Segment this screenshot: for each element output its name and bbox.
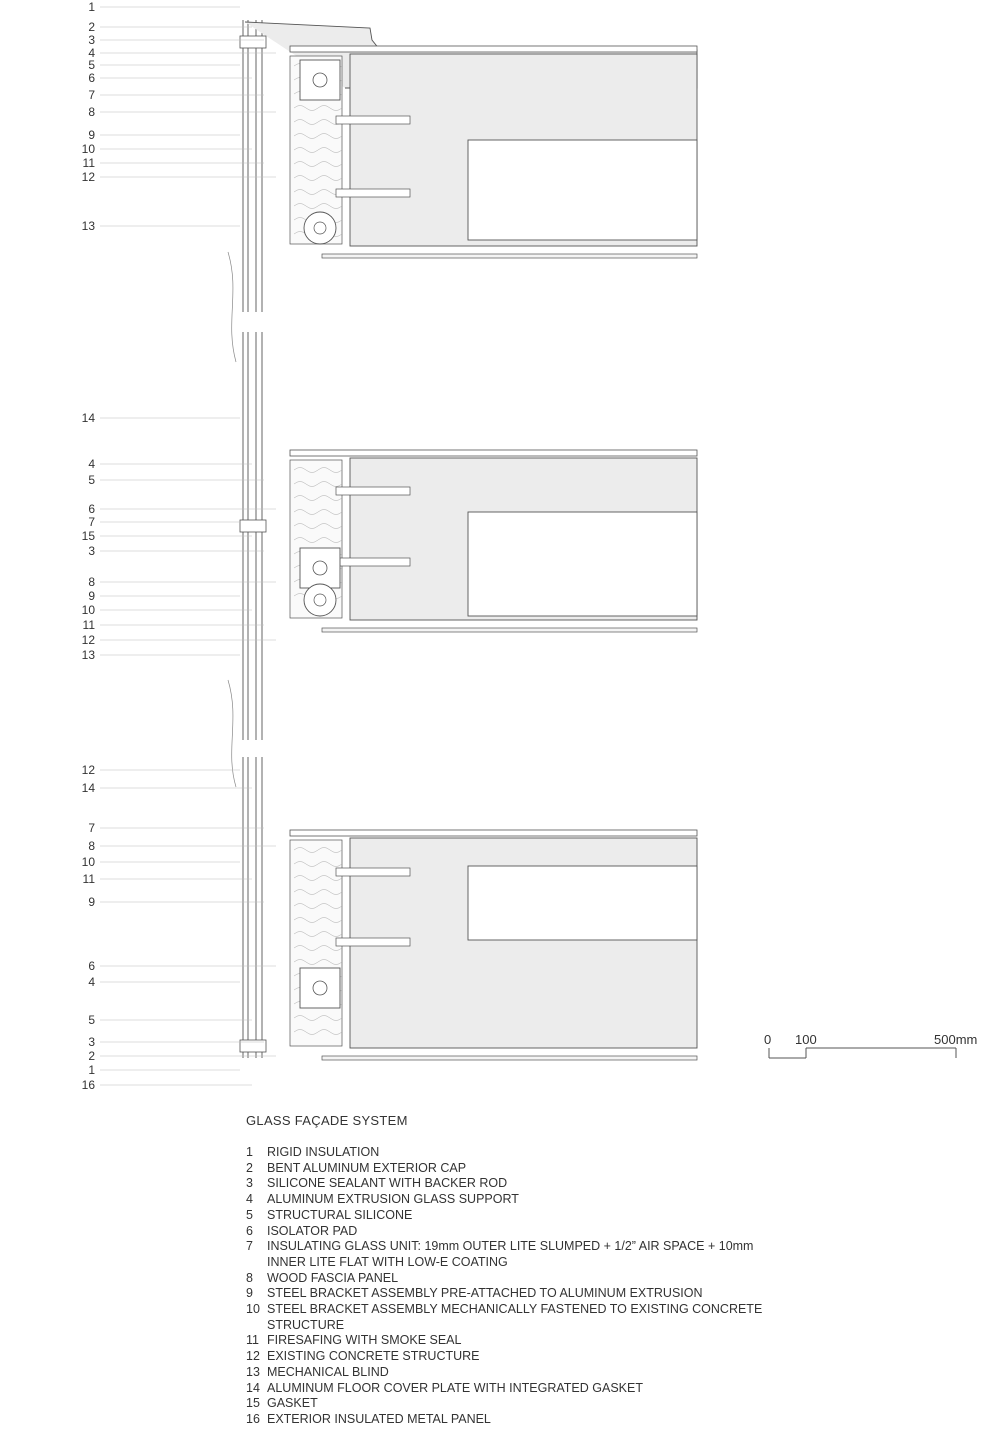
- slab-void: [468, 512, 697, 616]
- callout-number: 1: [88, 1063, 95, 1077]
- callout-number: 4: [88, 46, 95, 60]
- legend-item: [246, 1224, 766, 1240]
- legend-item-number: 8: [246, 1270, 253, 1285]
- callout-number: 5: [88, 1013, 95, 1027]
- callout-number: 9: [88, 128, 95, 142]
- floor-cover-plate: [290, 46, 697, 52]
- callout-number: 10: [81, 142, 95, 156]
- scale-bar: [769, 1048, 956, 1058]
- mechanical-blind: [304, 212, 336, 244]
- aluminum-glass-support: [240, 520, 266, 532]
- steel-bracket: [300, 968, 340, 1008]
- section-details: [228, 20, 697, 1060]
- slab-void: [468, 140, 697, 240]
- legend-item-text: ALUMINUM EXTRUSION GLASS SUPPORT: [267, 1192, 519, 1207]
- legend-item-number: 14: [246, 1380, 260, 1395]
- legend-item: [246, 1302, 766, 1333]
- legend-item-text: ALUMINUM FLOOR COVER PLATE WITH INTEGRATED GASKET: [267, 1380, 643, 1395]
- aluminum-glass-support: [240, 36, 266, 48]
- callout-number: 7: [88, 88, 95, 102]
- legend-item-number: 2: [246, 1160, 253, 1175]
- anchor-bolt: [336, 487, 410, 495]
- anchor-bolt: [336, 558, 410, 566]
- anchor-bolt: [336, 116, 410, 124]
- steel-bracket: [300, 60, 340, 100]
- callout-number: 8: [88, 105, 95, 119]
- legend-item-number: 15: [246, 1396, 260, 1411]
- legend-item: [246, 1145, 766, 1161]
- legend-item-number: 3: [246, 1176, 253, 1191]
- legend-item: [246, 1208, 766, 1224]
- legend-item-number: 13: [246, 1364, 260, 1379]
- legend-item: [246, 1333, 766, 1349]
- callout-number: 14: [81, 411, 95, 425]
- callout-number: 12: [81, 633, 95, 647]
- legend-list: [246, 1145, 766, 1428]
- callout-number: 4: [88, 457, 95, 471]
- callout-number: 7: [88, 821, 95, 835]
- scale-label-500mm: 500mm: [934, 1032, 978, 1047]
- callout-number: 5: [88, 58, 95, 72]
- floor-cover-plate: [290, 450, 697, 456]
- legend-item-text: RIGID INSULATION: [267, 1145, 380, 1159]
- legend-item: [246, 1192, 766, 1208]
- legend-item: [246, 1349, 766, 1365]
- callout-number: 16: [81, 1078, 95, 1092]
- callout-number: 10: [81, 603, 95, 617]
- callout-number: 7: [88, 515, 95, 529]
- legend-item-number: 4: [246, 1192, 253, 1207]
- slab-void: [468, 866, 697, 940]
- callout-number: 9: [88, 895, 95, 909]
- callout-number: 6: [88, 959, 95, 973]
- callout-number: 11: [82, 156, 95, 170]
- legend-item-number: 12: [246, 1349, 260, 1364]
- callout-number: 5: [88, 473, 95, 487]
- legend-item-text: ISOLATOR PAD: [267, 1223, 358, 1238]
- scale-label-zero: 0: [764, 1032, 772, 1047]
- anchor-bolt: [336, 189, 410, 197]
- legend-item-text: STRUCTURAL SILICONE: [267, 1207, 413, 1222]
- callout-number: 13: [81, 219, 95, 233]
- callout-number: 10: [81, 855, 95, 869]
- callout-number: 11: [82, 872, 95, 886]
- legend-item-text: STEEL BRACKET ASSEMBLY PRE-ATTACHED TO ALUMINUM EXTRUSION: [267, 1286, 703, 1301]
- callout-number: 1: [88, 0, 95, 14]
- legend-item: [246, 1381, 766, 1397]
- legend-item-number: 5: [246, 1207, 253, 1222]
- steel-bracket: [300, 548, 340, 588]
- callout-number: 11: [82, 618, 95, 632]
- legend-item-number: 11: [246, 1333, 259, 1348]
- callout-number: 6: [88, 502, 95, 516]
- ceiling-panel: [322, 628, 697, 632]
- legend-item-text: BENT ALUMINUM EXTERIOR CAP: [267, 1160, 467, 1175]
- break-line: [228, 680, 236, 787]
- scale-label-100: 100: [795, 1032, 817, 1047]
- legend-item-number: 1: [246, 1145, 253, 1159]
- legend-item-number: 7: [246, 1239, 253, 1254]
- legend-item: [246, 1271, 766, 1287]
- callout-number: 2: [88, 1049, 95, 1063]
- callout-number: 9: [88, 589, 95, 603]
- legend-item: [246, 1176, 766, 1192]
- callout-number: 15: [81, 529, 95, 543]
- legend-item-text: EXISTING CONCRETE STRUCTURE: [267, 1349, 480, 1364]
- anchor-bolt: [336, 868, 410, 876]
- floor-cover-plate: [290, 830, 697, 836]
- legend-item: [246, 1161, 766, 1177]
- ceiling-panel: [322, 254, 697, 258]
- legend-item: [246, 1239, 766, 1270]
- legend-item: [246, 1396, 766, 1412]
- legend-item: [246, 1412, 766, 1428]
- callout-number: 3: [88, 544, 95, 558]
- legend-item-text: GASKET: [267, 1396, 318, 1411]
- legend-item-number: 10: [246, 1302, 260, 1317]
- legend-title: GLASS FAÇADE SYSTEM: [246, 1113, 408, 1128]
- callout-number: 13: [81, 648, 95, 662]
- callout-number: 3: [88, 33, 95, 47]
- anchor-bolt: [336, 938, 410, 946]
- callout-number: 4: [88, 975, 95, 989]
- callout-number: 12: [81, 763, 95, 777]
- callout-labels: [82, 0, 276, 1092]
- legend-item-text: INSULATING GLASS UNIT: 19mm OUTER LITE SLUMPED + 1/2” AIR SPACE + 10mm INNER LITE FLAT WITH LOW-E COATING: [267, 1239, 754, 1269]
- insulation-zone: [290, 840, 342, 1046]
- callout-number: 14: [81, 781, 95, 795]
- legend-item-text: SILICONE SEALANT WITH BACKER ROD: [267, 1176, 508, 1191]
- legend-item: [246, 1365, 766, 1381]
- legend-item-text: WOOD FASCIA PANEL: [267, 1270, 399, 1285]
- legend-item-text: FIRESAFING WITH SMOKE SEAL: [267, 1333, 462, 1348]
- legend-item-text: STEEL BRACKET ASSEMBLY MECHANICALLY FASTENED TO EXISTING CONCRETE STRUCTURE: [267, 1302, 763, 1332]
- break-line: [228, 252, 236, 362]
- mechanical-blind: [304, 584, 336, 616]
- legend-item-text: MECHANICAL BLIND: [267, 1364, 389, 1379]
- legend-item-number: 16: [246, 1411, 260, 1426]
- legend-item-number: 6: [246, 1223, 253, 1238]
- callout-number: 8: [88, 575, 95, 589]
- callout-number: 2: [88, 20, 95, 34]
- callout-number: 8: [88, 839, 95, 853]
- legend-item-number: 9: [246, 1286, 253, 1301]
- callout-number: 6: [88, 71, 95, 85]
- callout-number: 12: [81, 170, 95, 184]
- legend-item-text: EXTERIOR INSULATED METAL PANEL: [267, 1411, 491, 1426]
- callout-number: 3: [88, 1035, 95, 1049]
- legend-item: [246, 1286, 766, 1302]
- ceiling-panel: [322, 1056, 697, 1060]
